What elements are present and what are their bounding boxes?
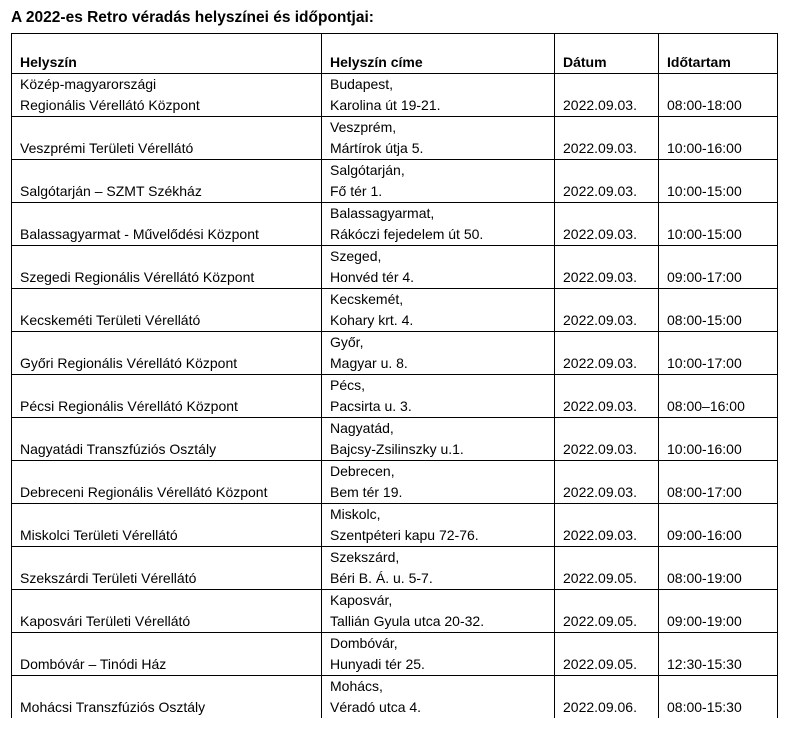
address-cell — [322, 418, 555, 461]
address-city: Kecskemét, — [330, 291, 404, 307]
date-cell: 2022.09.06. — [555, 676, 659, 719]
date-cell: 2022.09.03. — [555, 504, 659, 547]
address-cell — [322, 117, 555, 160]
location-cell — [12, 289, 322, 332]
address-cell — [322, 590, 555, 633]
date-cell: 2022.09.03. — [555, 246, 659, 289]
duration-cell: 08:00–16:00 — [659, 375, 778, 418]
date-cell: 2022.09.05. — [555, 633, 659, 676]
duration-cell: 10:00-15:00 — [659, 203, 778, 246]
address-city: Miskolc, — [330, 506, 381, 522]
location-name: Nagyatádi Transzfúziós Osztály — [20, 441, 217, 457]
address-street: Tallián Gyula utca 20-32. — [330, 613, 485, 629]
table-row — [12, 160, 778, 203]
date-cell: 2022.09.05. — [555, 547, 659, 590]
address-street: Véradó utca 4. — [330, 699, 422, 715]
location-cell — [12, 203, 322, 246]
address-cell — [322, 332, 555, 375]
location-name: Balassagyarmat - Művelődési Központ — [20, 226, 259, 242]
address-city: Balassagyarmat, — [330, 205, 435, 221]
date-cell: 2022.09.03. — [555, 418, 659, 461]
duration-cell: 08:00-17:00 — [659, 461, 778, 504]
date-cell: 2022.09.05. — [555, 590, 659, 633]
table-header-row — [12, 34, 778, 74]
location-name: Dombóvár – Tinódi Ház — [20, 656, 167, 672]
location-name: Szekszárdi Területi Vérellátó — [20, 570, 197, 586]
table-row — [12, 633, 778, 676]
duration-cell: 10:00-15:00 — [659, 160, 778, 203]
date-cell: 2022.09.03. — [555, 160, 659, 203]
location-cell — [12, 461, 322, 504]
table-row — [12, 504, 778, 547]
date-cell: 2022.09.03. — [555, 117, 659, 160]
duration-cell: 08:00-19:00 — [659, 547, 778, 590]
location-name: Győri Regionális Vérellátó Központ — [20, 355, 238, 371]
address-cell — [322, 160, 555, 203]
table-row — [12, 117, 778, 160]
address-cell — [322, 375, 555, 418]
duration-cell: 08:00-18:00 — [659, 74, 778, 117]
table-row — [12, 203, 778, 246]
date-cell: 2022.09.03. — [555, 461, 659, 504]
duration-cell: 09:00-19:00 — [659, 590, 778, 633]
location-name: Debreceni Regionális Vérellátó Központ — [20, 484, 268, 500]
location-cell — [12, 676, 322, 719]
table-row — [12, 676, 778, 719]
address-city: Mohács, — [330, 678, 383, 694]
address-cell — [322, 461, 555, 504]
duration-cell: 10:00-16:00 — [659, 418, 778, 461]
address-city: Veszprém, — [330, 119, 397, 135]
table-row — [12, 246, 778, 289]
address-street: Rákóczi fejedelem út 50. — [330, 226, 484, 242]
table-row — [12, 375, 778, 418]
address-city: Nagyatád, — [330, 420, 394, 436]
duration-cell: 10:00-17:00 — [659, 332, 778, 375]
address-city: Győr, — [330, 334, 364, 350]
duration-cell: 08:00-15:30 — [659, 676, 778, 719]
page-title: A 2022-es Retro véradás helyszínei és időpontjai: — [11, 9, 374, 26]
table-body — [12, 74, 778, 719]
location-name: Kecskeméti Területi Vérellátó — [20, 312, 201, 328]
location-cell — [12, 633, 322, 676]
address-cell — [322, 203, 555, 246]
address-cell — [322, 547, 555, 590]
location-name: Kaposvári Területi Vérellátó — [20, 613, 191, 629]
duration-cell: 09:00-16:00 — [659, 504, 778, 547]
table-row — [12, 547, 778, 590]
table-row — [12, 418, 778, 461]
location-name: Pécsi Regionális Vérellátó Központ — [20, 398, 238, 414]
address-cell — [322, 676, 555, 719]
duration-cell: 09:00-17:00 — [659, 246, 778, 289]
date-cell: 2022.09.03. — [555, 203, 659, 246]
location-name: Szegedi Regionális Vérellátó Központ — [20, 269, 255, 285]
address-city: Dombóvár, — [330, 635, 398, 651]
header-date: Dátum — [555, 34, 659, 74]
table-row — [12, 461, 778, 504]
location-name: Miskolci Területi Vérellátó — [20, 527, 178, 543]
address-street: Karolina út 19-21. — [330, 97, 441, 113]
schedule-table — [11, 33, 778, 718]
duration-cell: 10:00-16:00 — [659, 117, 778, 160]
table-row — [12, 289, 778, 332]
date-cell: 2022.09.03. — [555, 289, 659, 332]
location-cell — [12, 332, 322, 375]
address-city: Szeged, — [330, 248, 382, 264]
address-street: Hunyadi tér 25. — [330, 656, 425, 672]
location-cell — [12, 547, 322, 590]
location-cell — [12, 504, 322, 547]
location-cell — [12, 590, 322, 633]
address-city: Salgótarján, — [330, 162, 405, 178]
address-street: Mártírok útja 5. — [330, 140, 424, 156]
date-cell: 2022.09.03. — [555, 74, 659, 117]
address-street: Bem tér 19. — [330, 484, 403, 500]
location-cell — [12, 117, 322, 160]
address-cell — [322, 633, 555, 676]
location-name-line1: Közép-magyarországi — [20, 76, 157, 92]
location-name: Salgótarján – SZMT Székház — [20, 183, 202, 199]
address-street: Béri B. Á. u. 5-7. — [330, 570, 433, 586]
table-row — [12, 332, 778, 375]
location-cell — [12, 418, 322, 461]
table-row — [12, 590, 778, 633]
address-city: Kaposvár, — [330, 592, 393, 608]
address-city: Pécs, — [330, 377, 366, 393]
header-duration: Időtartam — [659, 34, 778, 74]
location-cell — [12, 74, 322, 117]
duration-cell: 12:30-15:30 — [659, 633, 778, 676]
address-street: Fő tér 1. — [330, 183, 383, 199]
address-street: Magyar u. 8. — [330, 355, 408, 371]
duration-cell: 08:00-15:00 — [659, 289, 778, 332]
location-name: Veszprémi Területi Vérellátó — [20, 140, 194, 156]
address-street: Pacsirta u. 3. — [330, 398, 412, 414]
address-cell — [322, 246, 555, 289]
address-street: Honvéd tér 4. — [330, 269, 415, 285]
address-cell — [322, 74, 555, 117]
location-cell — [12, 375, 322, 418]
address-cell — [322, 504, 555, 547]
table-row — [12, 74, 778, 117]
location-cell — [12, 246, 322, 289]
date-cell: 2022.09.03. — [555, 375, 659, 418]
location-name: Regionális Vérellátó Központ — [20, 97, 200, 113]
date-cell: 2022.09.03. — [555, 332, 659, 375]
address-street: Bajcsy-Zsilinszky u.1. — [330, 441, 464, 457]
address-street: Szentpéteri kapu 72-76. — [330, 527, 479, 543]
location-cell — [12, 160, 322, 203]
header-location: Helyszín — [12, 34, 322, 74]
address-city: Budapest, — [330, 76, 394, 92]
location-name: Mohácsi Transzfúziós Osztály — [20, 699, 206, 715]
address-city: Debrecen, — [330, 463, 395, 479]
address-city: Szekszárd, — [330, 549, 400, 565]
header-address: Helyszín címe — [322, 34, 555, 74]
address-street: Kohary krt. 4. — [330, 312, 414, 328]
address-cell — [322, 289, 555, 332]
